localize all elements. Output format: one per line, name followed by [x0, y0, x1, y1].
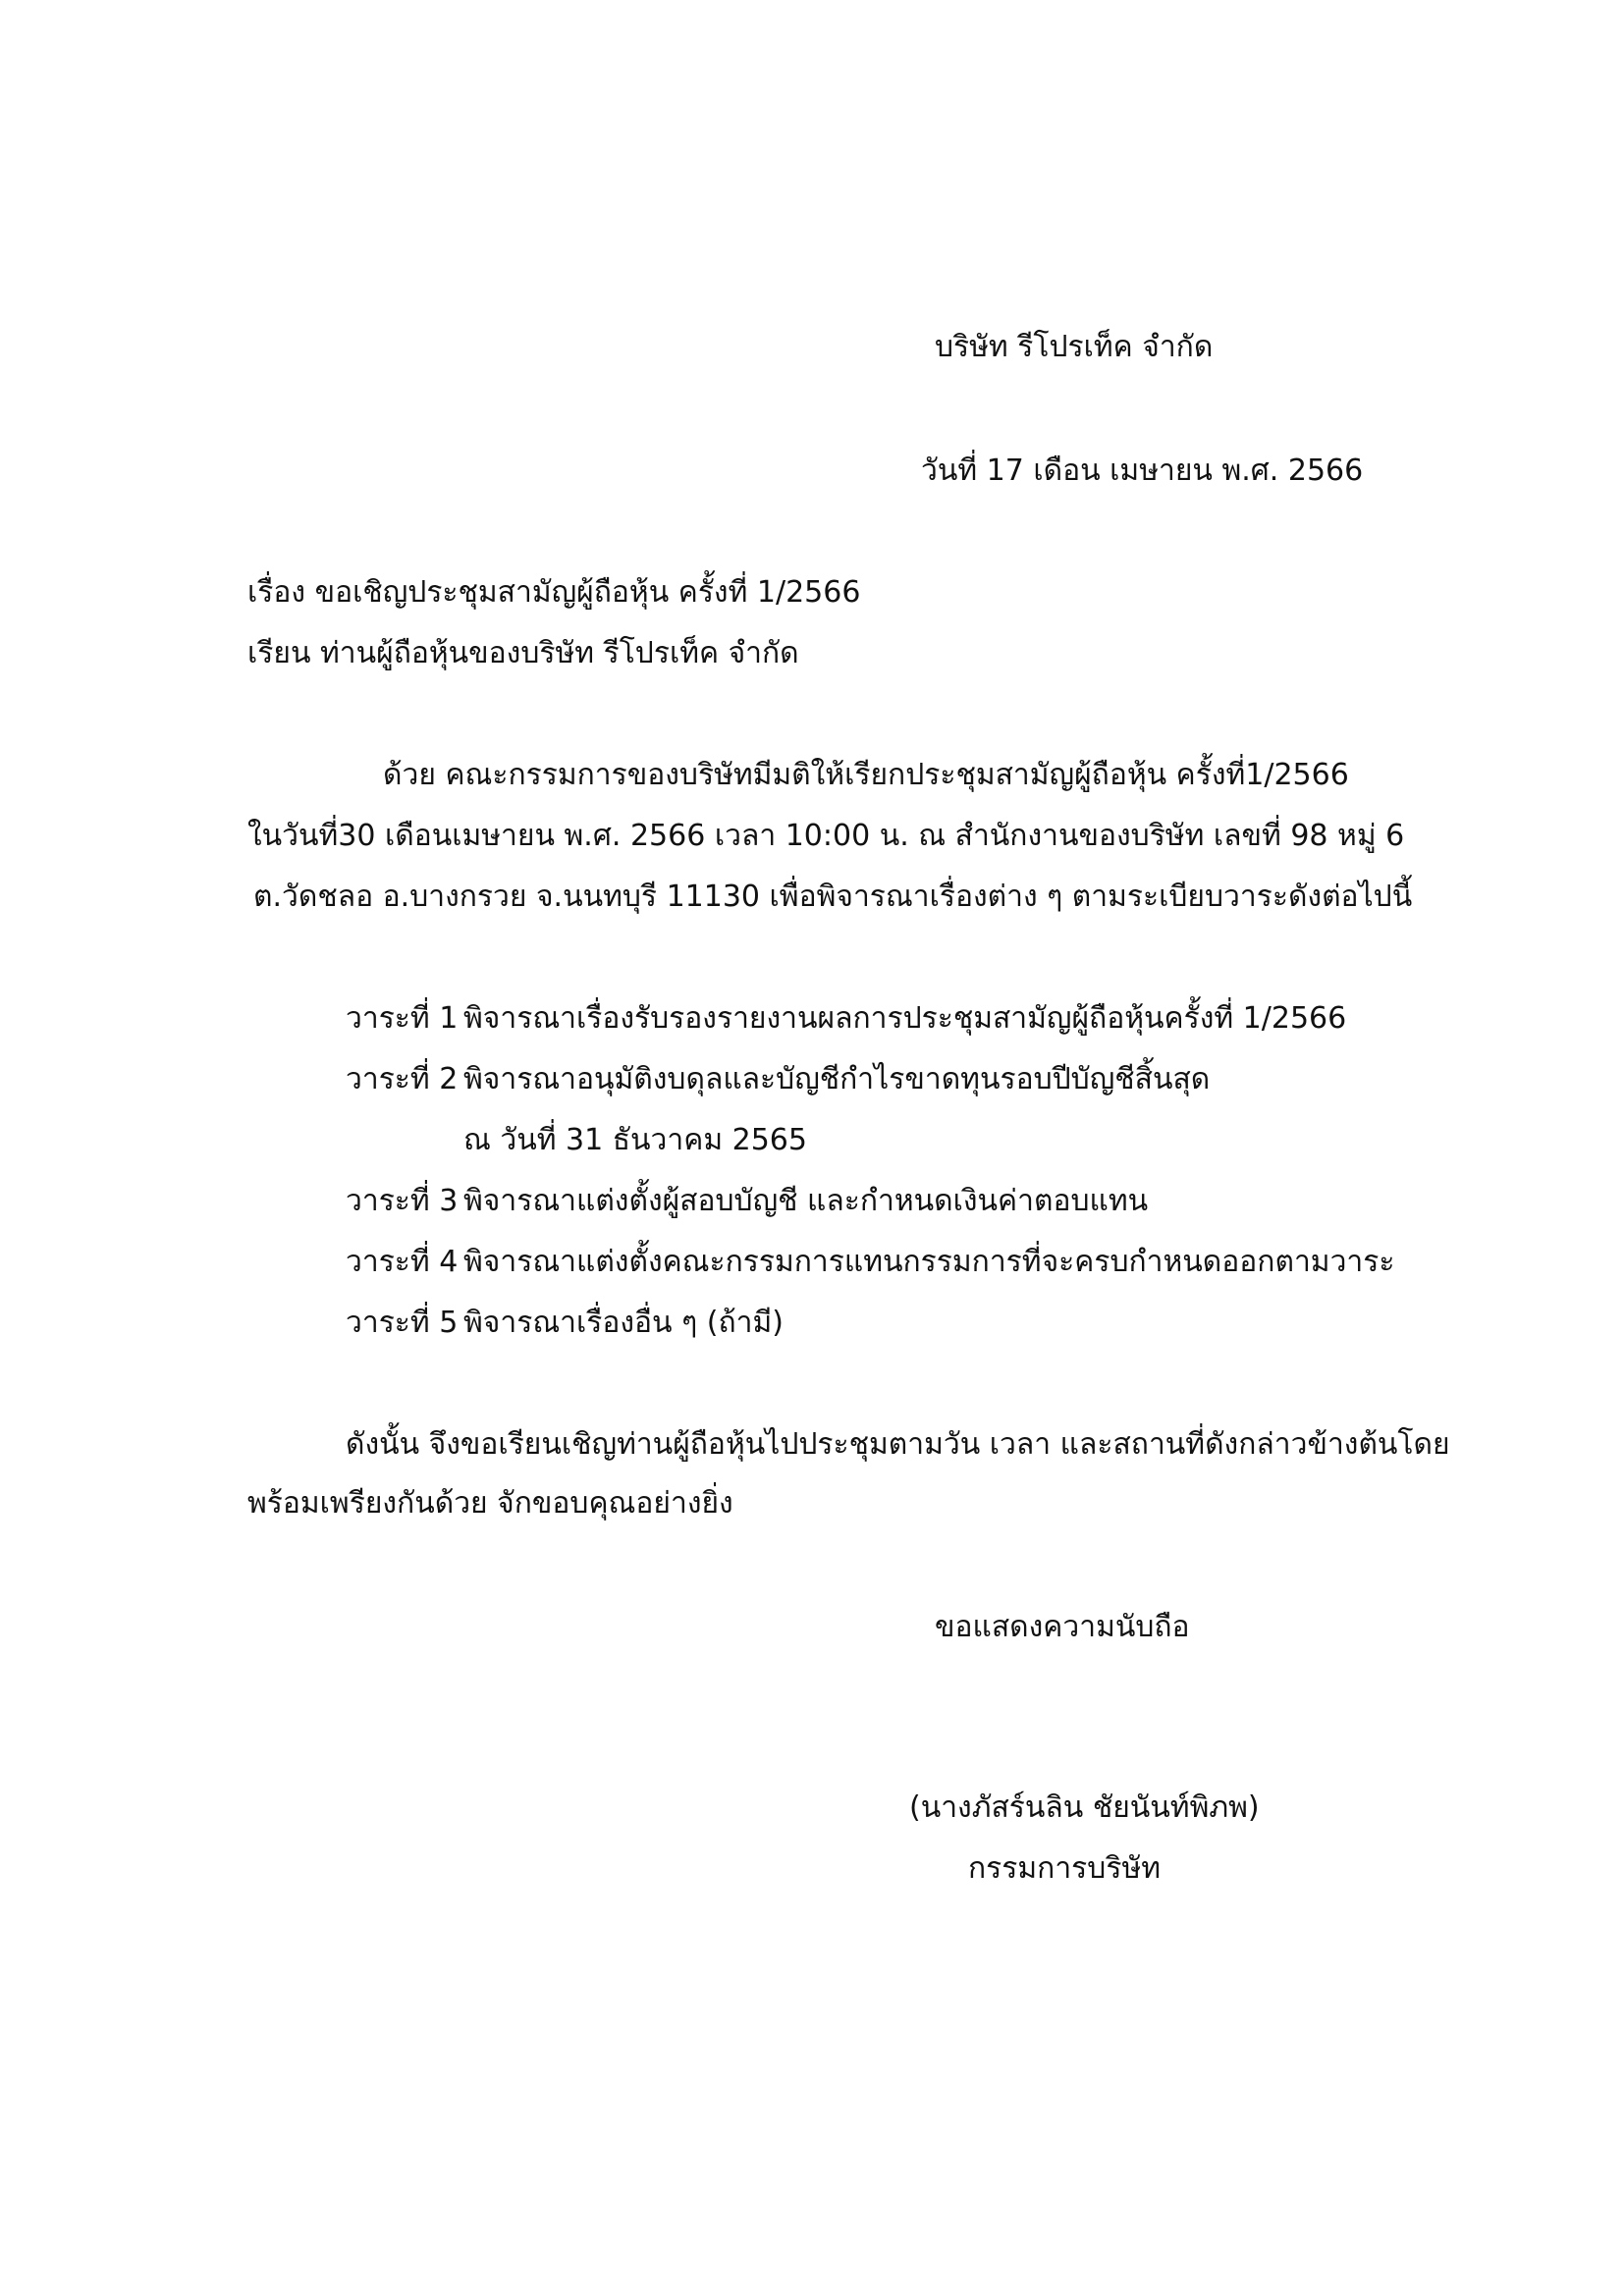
agenda-text-2-continuation: ณ วันที่ 31 ธันวาคม 2565	[463, 1123, 807, 1157]
agenda-text-4: พิจารณาแต่งตั้งคณะกรรมการแทนกรรมการที่จะครบกำหนดออกตามวาระ	[463, 1245, 1395, 1279]
body-paragraph-line-3: ต.วัดชลอ อ.บางกรวย จ.นนทบุรี 11130 เพื่อพิจารณาเรื่องต่าง ๆ ตามระเบียบวาระดังต่อไปนี้	[253, 880, 1413, 914]
body-paragraph-line-2: ในวันที่30 เดือนเมษายน พ.ศ. 2566 เวลา 10:00 น. ณ สำนักงานของบริษัท เลขที่ 98 หมู่ 6	[247, 819, 1405, 853]
closing-regards: ขอแสดงความนับถือ	[935, 1610, 1190, 1644]
agenda-text-5: พิจารณาเรื่องอื่น ๆ (ถ้ามี)	[463, 1306, 784, 1340]
closing-paragraph-line-2: พร้อมเพรียงกันด้วย จักขอบคุณอย่างยิ่ง	[247, 1486, 733, 1521]
body-paragraph-line-1: ด้วย คณะกรรมการของบริษัทมีมติให้เรียกประชุมสามัญผู้ถือหุ้น ครั้งที่1/2566	[383, 758, 1349, 792]
subject-line: เรื่อง ขอเชิญประชุมสามัญผู้ถือหุ้น ครั้งที่ 1/2566	[247, 575, 861, 610]
agenda-label-2: วาระที่ 2	[346, 1062, 459, 1096]
agenda-text-2: พิจารณาอนุมัติงบดุลและบัญชีกำไรขาดทุนรอบปีบัญชีสิ้นสุด	[463, 1062, 1211, 1096]
agenda-label-5: วาระที่ 5	[346, 1306, 459, 1340]
addressee-line: เรียน ท่านผู้ถือหุ้นของบริษัท รีโปรเท็ค จำกัด	[247, 636, 799, 670]
agenda-text-1: พิจารณาเรื่องรับรองรายงานผลการประชุมสามัญผู้ถือหุ้นครั้งที่ 1/2566	[463, 1001, 1347, 1036]
agenda-label-4: วาระที่ 4	[346, 1245, 459, 1279]
letter-date: วันที่ 17 เดือน เมษายน พ.ศ. 2566	[921, 454, 1364, 488]
agenda-label-3: วาระที่ 3	[346, 1184, 459, 1218]
signatory-name: (นางภัสร์นลิน ชัยนันท์พิภพ)	[909, 1790, 1260, 1825]
agenda-label-1: วาระที่ 1	[346, 1001, 459, 1036]
company-name: บริษัท รีโปรเท็ค จำกัด	[935, 330, 1214, 364]
agenda-text-3: พิจารณาแต่งตั้งผู้สอบบัญชี และกำหนดเงินค่าตอบแทน	[463, 1184, 1149, 1218]
signatory-title: กรรมการบริษัท	[968, 1851, 1161, 1886]
closing-paragraph-line-1: ดังนั้น จึงขอเรียนเชิญท่านผู้ถือหุ้นไปประชุมตามวัน เวลา และสถานที่ดังกล่าวข้างต้นโดย	[346, 1427, 1450, 1462]
